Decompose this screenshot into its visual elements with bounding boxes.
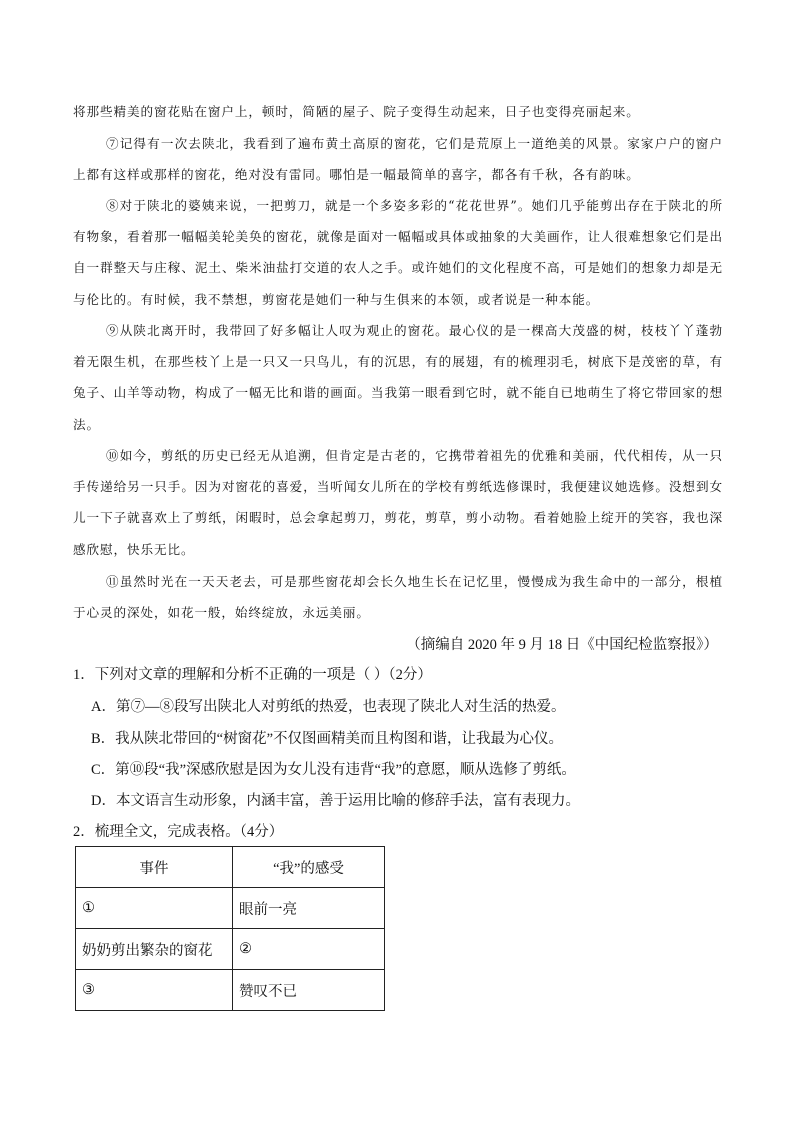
- table-cell-feeling: 眼前一亮: [233, 888, 385, 929]
- table-cell-feeling-blank[interactable]: ②: [233, 929, 385, 970]
- question-1-option-b: B．我从陕北带回的“树窗花”不仅图画精美而且构图和谐，让我最为心仪。: [91, 731, 564, 747]
- table-row: [76, 888, 385, 929]
- paragraph-intro: 将那些精美的窗花贴在窗户上，顿时，简陋的屋子、院子变得生动起来，日子也变得亮丽起来。: [73, 104, 640, 119]
- table-row: [76, 970, 385, 1011]
- table-row: [76, 929, 385, 970]
- table-header-row: [76, 847, 385, 888]
- question-1-stem: 1．下列对文章的理解和分析不正确的一项是（ ）（2分）: [73, 667, 432, 683]
- question-2-table: [75, 846, 385, 1011]
- table-cell-event-blank[interactable]: ③: [76, 970, 233, 1011]
- article-source: （摘编自 2020 年 9 月 18 日《中国纪检监察报》）: [406, 637, 718, 653]
- paragraph-8: ⑧对于陕北的婆姨来说，一把剪刀，就是一个多姿多彩的“花花世界”。她们几乎能剪出存在于陕北的所有物象，看着那一幅幅美轮美奂的窗花，就像是面对一幅幅或具体或抽象的大美画作，让人很难想象它们是出自一群整天与庄稼、泥土、柴米油盐打交道的农人之手。或许她们的文化程度不高，可是她们的想象力却是无与伦比的。有时候，我不禁想，剪窗花是她们一种与生俱来的本领，或者说是一种本能。: [73, 198, 723, 307]
- question-1-option-d: D．本文语言生动形象，内涵丰富，善于运用比喻的修辞手法，富有表现力。: [91, 793, 580, 809]
- paragraph-10: ⑩如今，剪纸的历史已经无从追溯，但肯定是古老的，它携带着祖先的优雅和美丽，代代相传，从一只手传递给另一只手。因为对窗花的喜爱，当听闻女儿所在的学校有剪纸选修课时，我便建议她选修。没想到女儿一下子就喜欢上了剪纸，闲暇时，总会拿起剪刀，剪花，剪草，剪小动物。看着她脸上绽开的笑容，我也深感欣慰，快乐无比。: [73, 448, 723, 557]
- question-2-stem: 2．梳理全文，完成表格。（4分）: [73, 824, 284, 840]
- question-1-option-c: C．第⑩段“我”深感欣慰是因为女儿没有违背“我”的意愿，顺从选修了剪纸。: [91, 762, 576, 778]
- paragraph-9: ⑨从陕北离开时，我带回了好多幅让人叹为观止的窗花。最心仪的是一棵高大茂盛的树，枝枝丫丫蓬勃着无限生机，在那些枝丫上是一只又一只鸟儿，有的沉思，有的展翅，有的梳理羽毛，树底下是茂密的草，有兔子、山羊等动物，构成了一幅无比和谐的画面。当我第一眼看到它时，就不能自已地萌生了将它带回家的想法。: [73, 323, 723, 432]
- paragraph-11: ⑪虽然时光在一天天老去，可是那些窗花却会长久地生长在记忆里，慢慢成为我生命中的一部分，根植于心灵的深处，如花一般，始终绽放，永远美丽。: [73, 574, 723, 621]
- table-header-event: 事件: [76, 847, 233, 888]
- table-cell-feeling: 赞叹不已: [233, 970, 385, 1011]
- paragraph-7: ⑦记得有一次去陕北，我看到了遍布黄土高原的窗花，它们是荒原上一道绝美的风景。家家户户的窗户上都有这样或那样的窗花，绝对没有雷同。哪怕是一幅最简单的喜字，都各有千秋，各有韵味。: [73, 136, 723, 183]
- question-1-option-a: A．第⑦—⑧段写出陕北人对剪纸的热爱，也表现了陕北人对生活的热爱。: [91, 699, 566, 715]
- table-cell-event: 奶奶剪出繁杂的窗花: [76, 929, 233, 970]
- table-cell-event-blank[interactable]: ①: [76, 888, 233, 929]
- table-header-feeling: “我”的感受: [233, 847, 385, 888]
